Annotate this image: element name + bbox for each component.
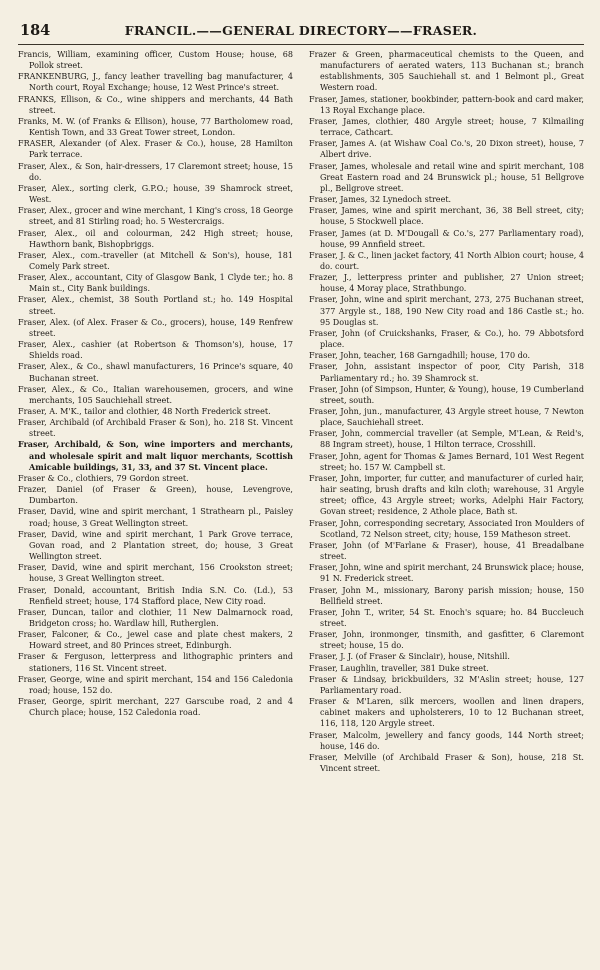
directory-entry: Fraser, James, 32 Lynedoch street. bbox=[309, 195, 452, 205]
directory-entry: Fraser, A. M'K., tailor and clothier, 48 North Frederick street. bbox=[18, 407, 271, 416]
directory-entry: Fraser, John, commercial traveller (at Semple, M'Lean, & Reid's, 88 Ingram street), house, 1 Hilton terrace, Crosshill. bbox=[309, 429, 584, 450]
directory-entry: Fraser & Ferguson, letterpress and lithographic printers and stationers, 116 St. Vincent street. bbox=[18, 652, 293, 673]
directory-entry: Fraser, J. J. (of Fraser & Sinclair), house, Nitshill. bbox=[309, 652, 510, 662]
directory-entry: Fraser, John, wine and spirit merchant, 273, 275 Buchanan street, 377 Argyle st., 188, 190 New City road and 186 Castle st.; ho. 95 Douglas st. bbox=[309, 295, 584, 327]
directory-entry: FRANKS, Ellison, & Co., wine shippers and merchants, 44 Bath street. bbox=[18, 94, 293, 115]
page-number: 184 bbox=[20, 22, 51, 39]
directory-entry: Franks, M. W. (of Franks & Ellison), house, 77 Bartholomew road, Kentish Town, and 33 Great Tower street, London. bbox=[18, 116, 293, 138]
directory-entry: Fraser, Laughlin, traveller, 381 Duke street. bbox=[309, 663, 489, 673]
directory-entry: Fraser, John (of Cruickshanks, Fraser, & Co.), ho. 79 Abbotsford place. bbox=[309, 328, 584, 350]
directory-entry: Fraser, John, assistant inspector of poor, City Parish, 318 Parliamentary rd.; ho. 39 Shamrock st. bbox=[309, 362, 584, 383]
directory-entry: Fraser, John, corresponding secretary, Associated Iron Moulders of Scotland, 72 Nelson street, city; house, 159 Matheson street. bbox=[309, 518, 584, 539]
right-column bbox=[309, 49, 584, 774]
directory-entry: Fraser, John, teacher, 168 Garngadhill; house, 170 do. bbox=[309, 351, 531, 361]
directory-entry: Fraser, Malcolm, jewellery and fancy goods, 144 North street; house, 146 do. bbox=[309, 730, 584, 751]
directory-entry: FRANKENBURG, J., fancy leather travelling bag manufacturer, 4 North court, Royal Exchange; house, 12 West Prince's street. bbox=[18, 72, 293, 93]
directory-entry: Fraser, Alex., & Son, hair-dressers, 17 Claremont street; house, 15 do. bbox=[18, 161, 293, 182]
directory-entry: Fraser, James, wine and spirit merchant, 36, 38 Bell street, city; house, 5 Stockwell place. bbox=[309, 206, 584, 227]
directory-entry: Fraser & M'Laren, silk mercers, woollen and linen drapers, cabinet makers and upholsterers, 10 to 12 Buchanan street, 116, 118, 120 Argyle street. bbox=[309, 697, 584, 729]
directory-entry: Fraser, John (of M'Farlane & Fraser), house, 41 Breadalbane street. bbox=[309, 540, 584, 562]
directory-entry: Fraser, Duncan, tailor and clothier, 11 New Dalmarnock road, Bridgeton cross; ho. Wardlaw hill, Rutherglen. bbox=[18, 607, 293, 628]
directory-entry: Fraser, John, ironmonger, tinsmith, and gasfitter, 6 Claremont street; house, 15 do. bbox=[309, 630, 584, 651]
directory-entry: Fraser, Alex., cashier (at Robertson & Thomson's), house, 17 Shields road. bbox=[18, 340, 293, 361]
directory-entry: Fraser, John, agent for Thomas & James Bernard, 101 West Regent street; ho. 157 W. Campbell st. bbox=[309, 451, 584, 472]
running-title: FRANCIL.——GENERAL DIRECTORY——FRASER. bbox=[124, 23, 478, 38]
directory-entry: Fraser, John, wine and spirit merchant, 24 Brunswick place; house, 91 N. Frederick street. bbox=[309, 563, 584, 584]
directory-entry: Fraser, Melville (of Archibald Fraser & Son), house, 218 St. Vincent street. bbox=[309, 752, 584, 773]
directory-entry: Fraser, J. & C., linen jacket factory, 41 North Albion court; house, 4 do. court. bbox=[309, 250, 584, 271]
directory-entry: Fraser, David, wine and spirit merchant, 1 Strathearn pl., Paisley road; house, 3 Great Wellington street. bbox=[18, 507, 293, 528]
directory-entry: Fraser, John M., missionary, Barony parish mission; house, 150 Bellfield street. bbox=[309, 585, 584, 606]
directory-entry: Fraser, Archibald, & Son, wine importers and merchants, and wholesale spirit and malt liquor merchants, Scottish Amicable buildings, 31, 33, and 37 St. Vincent place. bbox=[18, 439, 293, 472]
directory-entry: Fraser, David, wine and spirit merchant, 1 Park Grove terrace, Govan road, and 2 Plantation street, do; house, 3 Great Wellington street. bbox=[18, 529, 293, 562]
page-header bbox=[18, 22, 584, 45]
directory-entry: Fraser, Archibald (of Archibald Fraser & Son), ho. 218 St. Vincent street. bbox=[18, 418, 293, 439]
directory-entry: Frazer & Green, pharmaceutical chemists to the Queen, and manufacturers of aerated waters, 113 Buchanan st.; branch establishments, 305 Sauchiehall st. and 1 Belmont pl., Great Western road. bbox=[309, 50, 584, 93]
directory-entry: Fraser, Alex., sorting clerk, G.P.O.; house, 39 Shamrock street, West. bbox=[18, 183, 293, 205]
directory-entry: Fraser, James A. (at Wishaw Coal Co.'s, 20 Dixon street), house, 7 Albert drive. bbox=[309, 139, 584, 160]
directory-entry: Fraser, John, importer, fur cutter, and manufacturer of curled hair, hair seating, brush drafts and kiln cloth; warehouse, 31 Argyle street; office, 43 Argyle street; works, Adelphi Hair Factory, Govan street; residence, 2 Athole place, Bath st. bbox=[309, 473, 584, 517]
directory-entry: Fraser, George, spirit merchant, 227 Garscube road, 2 and 4 Church place; house, 152 Caledonia road. bbox=[18, 697, 293, 718]
directory-columns bbox=[18, 49, 584, 774]
directory-entry: FRASER, Alexander (of Alex. Fraser & Co.), house, 28 Hamilton Park terrace. bbox=[18, 139, 293, 160]
directory-entry: Fraser, David, wine and spirit merchant, 156 Crookston street; house, 3 Great Wellington street. bbox=[18, 563, 293, 584]
directory-entry: Fraser, James, stationer, bookbinder, pattern-book and card maker, 13 Royal Exchange place. bbox=[309, 94, 584, 115]
directory-entry: Fraser, George, wine and spirit merchant, 154 and 156 Caledonia road; house, 152 do. bbox=[18, 674, 293, 695]
directory-entry: Fraser, Alex., grocer and wine merchant, 1 King's cross, 18 George street, and 81 Stirling road; ho. 5 Westercraigs. bbox=[18, 206, 293, 227]
directory-entry: Fraser, James, wholesale and retail wine and spirit merchant, 108 Great Eastern road and 24 Brunswick pl.; house, 51 Bellgrove pl., Bellgrove street. bbox=[309, 161, 584, 193]
directory-entry: Fraser, John T., writer, 54 St. Enoch's square; ho. 84 Buccleuch street. bbox=[309, 607, 584, 628]
directory-entry: Fraser & Co., clothiers, 79 Gordon street. bbox=[18, 473, 189, 483]
directory-entry: Frazer, Daniel (of Fraser & Green), house, Levengrove, Dumbarton. bbox=[18, 485, 293, 506]
directory-entry: Fraser, Alex., & Co., Italian warehousemen, grocers, and wine merchants, 105 Sauchiehall street. bbox=[18, 384, 293, 405]
directory-entry: Fraser, Alex. (of Alex. Fraser & Co., grocers), house, 149 Renfrew street. bbox=[18, 317, 293, 338]
directory-entry: Frazer, J., letterpress printer and publisher, 27 Union street; house, 4 Moray place, Strathbungo. bbox=[309, 273, 584, 294]
directory-entry: Fraser & Lindsay, brickbuilders, 32 M'Aslin street; house, 127 Parliamentary road. bbox=[309, 674, 584, 695]
directory-entry: Fraser, James, clothier, 480 Argyle street; house, 7 Kilmailing terrace, Cathcart. bbox=[309, 116, 584, 138]
directory-entry: Fraser, James (at D. M'Dougall & Co.'s, 277 Parliamentary road), house, 99 Annfield street. bbox=[309, 228, 584, 249]
directory-entry: Fraser, Donald, accountant, British India S.N. Co. (Ld.), 53 Renfield street; house, 174 Stafford place, New City road. bbox=[18, 585, 293, 606]
directory-entry: Fraser, Alex., accountant, City of Glasgow Bank, 1 Clyde ter.; ho. 8 Main st., City Bank buildings. bbox=[18, 273, 293, 294]
directory-entry: Fraser, Alex., chemist, 38 South Portland st.; ho. 149 Hospital street. bbox=[18, 295, 293, 316]
directory-entry: Fraser, Alex., com.-traveller (at Mitchell & Son's), house, 181 Comely Park street. bbox=[18, 250, 293, 271]
left-column bbox=[18, 49, 293, 774]
directory-entry: Fraser, Falconer, & Co., jewel case and plate chest makers, 2 Howard street, and 80 Princes street, Edinburgh. bbox=[18, 630, 293, 651]
directory-entry: Fraser, Alex., oil and colourman, 242 High street; house, Hawthorn bank, Bishopbriggs. bbox=[18, 228, 293, 249]
directory-entry: Francis, William, examining officer, Custom House; house, 68 Pollok street. bbox=[18, 50, 293, 71]
directory-entry: Fraser, John, jun., manufacturer, 43 Argyle street house, 7 Newton place, Sauchiehall street. bbox=[309, 407, 584, 428]
directory-entry: Fraser, Alex., & Co., shawl manufacturers, 16 Prince's square, 40 Buchanan street. bbox=[18, 362, 293, 383]
directory-entry: Fraser, John (of Simpson, Hunter, & Young), house, 19 Cumberland street, south. bbox=[309, 384, 584, 405]
